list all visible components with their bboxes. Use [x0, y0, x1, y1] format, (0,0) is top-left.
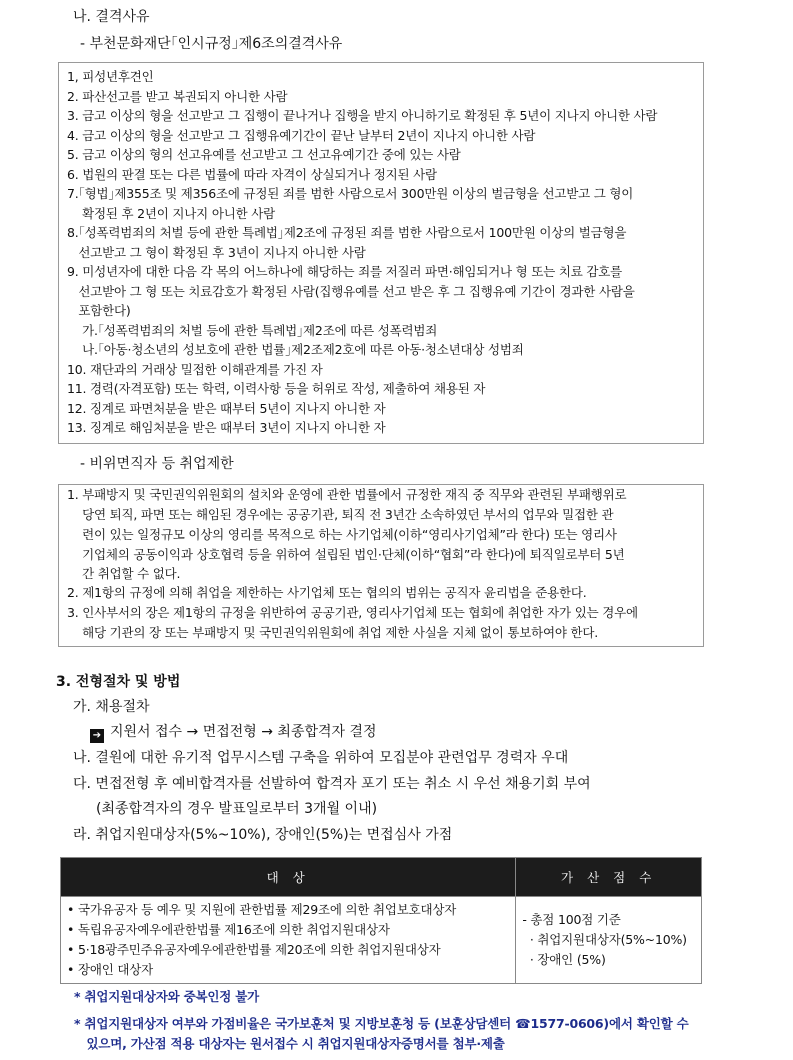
- bonus-points-table: [60, 857, 702, 984]
- section-3-title: 3. 전형절차 및 방법: [56, 674, 181, 690]
- points-item: · 장애인 (5%): [522, 952, 606, 967]
- table-header-row: [61, 858, 702, 897]
- procedure-flow: [90, 724, 377, 743]
- table-header-target: 대 상: [61, 858, 516, 897]
- target-item: • 독립유공자예우에관한법률 제16조에 의한 취업지원대상자: [67, 922, 390, 937]
- procedure-flow-text: 지원서 접수 → 면접전형 → 최종합격자 결정: [110, 724, 377, 740]
- list-item: 당연 퇴직, 파면 또는 해임된 경우에는 공공기관, 퇴직 전 3년간 소속하였던 부서의 업무와 밀접한 관: [67, 507, 614, 522]
- list-item: 2. 제1항의 규정에 의해 취업을 제한하는 사기업체 또는 협의의 범위는 공직자 윤리법을 준용한다.: [67, 585, 587, 600]
- points-item: - 총점 100점 기준: [522, 912, 621, 927]
- employment-restriction-box: [58, 484, 704, 647]
- target-item: • 5·18광주민주유공자예우에관한법률 제20조에 의한 취업지원대상자: [67, 942, 441, 957]
- disqualification-box: [58, 62, 704, 444]
- list-item: 5. 금고 이상의 형의 선고유예를 선고받고 그 선고유예기간 중에 있는 사람: [67, 147, 461, 162]
- sub-title-disqualification: - 부천문화재단｢인시규정｣제6조의결격사유: [80, 36, 343, 52]
- list-item: 3. 인사부서의 장은 제1항의 규정을 위반하여 공공기관, 영리사기업체 또는 협회에 취업한 자가 있는 경우에: [67, 605, 638, 620]
- preference-line: 나. 결원에 대한 유기적 업무시스템 구축을 위하여 모집분야 관련업무 경력자 우대: [73, 750, 569, 766]
- section-na-title: 나. 결격사유: [73, 9, 150, 25]
- list-item: 12. 징계로 파면처분을 받은 때부터 5년이 지나지 아니한 자: [67, 400, 386, 416]
- list-item: 선고받아 그 형 또는 치료감호가 확정된 사람(집행유예를 선고 받은 후 그 집행유예 기간이 경과한 사람을: [67, 283, 635, 299]
- list-item: 4. 금고 이상의 형을 선고받고 그 집행유예기간이 끝난 날부터 2년이 지나지 아니한 사람: [67, 127, 536, 143]
- list-item: 6. 법원의 판결 또는 다른 법률에 따라 자격이 상실되거나 정지된 사람: [67, 166, 437, 182]
- target-item: • 장애인 대상자: [67, 962, 153, 977]
- list-item: 확정된 후 2년이 지나지 아니한 사람: [67, 205, 275, 221]
- list-item: 1. 부패방지 및 국민권익위원회의 설치와 운영에 관한 법률에서 규정한 재직 중 직무와 관련된 부패행위로: [67, 487, 627, 502]
- list-item: 13. 징계로 해임처분을 받은 때부터 3년이 지나지 아니한 자: [67, 420, 386, 435]
- bonus-points-line: 라. 취업지원대상자(5%~10%), 장애인(5%)는 면접심사 가점: [73, 827, 453, 843]
- list-item: 간 취업할 수 없다.: [67, 566, 181, 581]
- list-item: 기업체의 공동이익과 상호협력 등을 위하여 설립된 법인·단체(이하“협회”라 한다)에 퇴직일로부터 5년: [67, 547, 625, 562]
- table-cell-points: [516, 897, 702, 984]
- sub-title-employment-restriction: - 비위면직자 등 취업제한: [80, 456, 234, 472]
- note-verification: * 취업지원대상자 여부와 가점비율은 국가보훈처 및 지방보훈청 등 (보훈상담센터 ☎1577-0606)에서 확인할 수: [74, 1016, 689, 1031]
- list-item: 해당 기관의 장 또는 부패방지 및 국민권익위원회에 취업 제한 사실을 지체 없이 통보하여야 한다.: [67, 625, 599, 640]
- points-item: · 취업지원대상자(5%~10%): [522, 932, 687, 947]
- table-header-points: 가 산 점 수: [516, 858, 702, 897]
- list-item: 10. 재단과의 거래상 밀접한 이해관계를 가진 자: [67, 361, 323, 377]
- table-row: [61, 897, 702, 984]
- list-item: 가.｢성폭력범죄의 처벌 등에 관한 특례법｣제2조에 따른 성폭력범죄: [67, 322, 438, 338]
- note-duplicate: * 취업지원대상자와 중복인정 불가: [74, 989, 260, 1004]
- list-item: 선고받고 그 형이 확정된 후 3년이 지나지 아니한 사람: [67, 244, 366, 260]
- list-item: 11. 경력(자격포함) 또는 학력, 이력사항 등을 허위로 작성, 제출하여 채용된 자: [67, 381, 486, 396]
- reserve-line: 다. 면접전형 후 예비합격자를 선발하여 합격자 포기 또는 취소 시 우선 채용기회 부여: [73, 776, 591, 792]
- list-item: 2. 파산선고를 받고 복권되지 아니한 사람: [67, 88, 288, 104]
- reserve-line-note: (최종합격자의 경우 발표일로부터 3개월 이내): [96, 801, 378, 817]
- list-item: 포함한다): [67, 303, 131, 318]
- table-cell-targets: [61, 897, 516, 984]
- list-item: 1, 피성년후견인: [67, 69, 154, 84]
- procedure-title: 가. 채용절차: [73, 699, 150, 715]
- list-item: 8.｢성폭력범죄의 처벌 등에 관한 특례법｣제2조에 규정된 죄를 범한 사람으로서 100만원 이상의 벌금형을: [67, 225, 627, 240]
- list-item: 나.｢아동·청소년의 성보호에 관한 법률｣제2조제2호에 따른 아동·청소년대상 성범죄: [67, 342, 524, 357]
- list-item: 9. 미성년자에 대한 다음 각 목의 어느하나에 해당하는 죄를 저질러 파면·해임되거나 형 또는 치료 감호를: [67, 264, 623, 279]
- right-arrow-box-icon: ➔: [90, 729, 104, 743]
- target-item: • 국가유공자 등 예우 및 지원에 관한법률 제29조에 의한 취업보호대상자: [67, 902, 457, 917]
- list-item: 3. 금고 이상의 형을 선고받고 그 집행이 끝나거나 집행을 받지 아니하기로 확정된 후 5년이 지나지 아니한 사람: [67, 108, 658, 123]
- note-verification-cont: 있으며, 가산점 적용 대상자는 원서접수 시 취업지원대상자증명서를 첨부·제출: [74, 1036, 505, 1051]
- list-item: 7.｢형법｣제355조 및 제356조에 규정된 죄를 범한 사람으로서 300만원 이상의 벌금형을 선고받고 그 형이: [67, 186, 634, 201]
- list-item: 련이 있는 일정규모 이상의 영리를 목적으로 하는 사기업체(이하“영리사기업체”라 한다) 또는 영리사: [67, 527, 617, 542]
